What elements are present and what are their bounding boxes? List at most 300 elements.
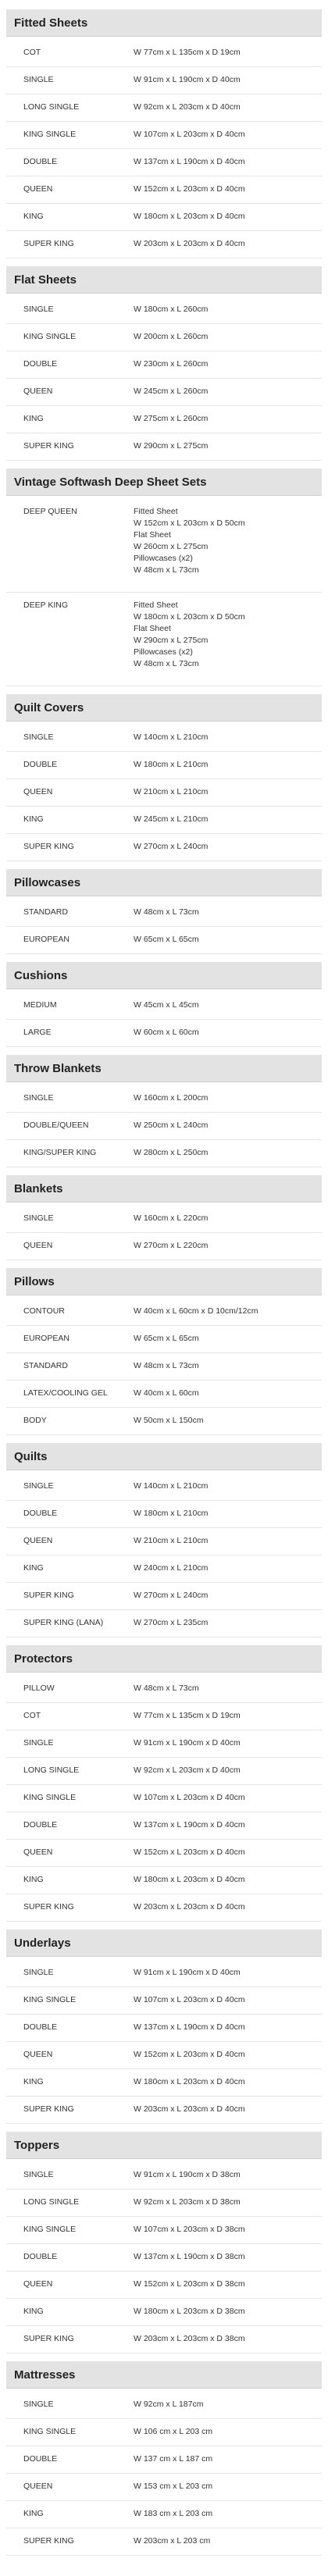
size-name: SINGLE bbox=[23, 1968, 54, 1977]
section-quilts bbox=[6, 1443, 322, 1637]
size-dimensions bbox=[134, 1901, 322, 1913]
size-dimensions bbox=[134, 814, 322, 825]
dimension-line: W 48cm x L 73cm bbox=[134, 1683, 199, 1693]
size-row bbox=[6, 433, 322, 461]
section-title: Vintage Softwash Deep Sheet Sets bbox=[6, 469, 322, 496]
size-dimensions bbox=[134, 786, 322, 798]
size-name: EUROPEAN bbox=[23, 1334, 70, 1343]
size-dimensions bbox=[134, 386, 322, 397]
size-row bbox=[6, 1085, 322, 1113]
size-dimensions bbox=[134, 211, 322, 223]
size-dimensions bbox=[134, 1535, 322, 1547]
size-name: KING SINGLE bbox=[23, 1793, 77, 1802]
size-row bbox=[6, 2042, 322, 2069]
size-row bbox=[6, 297, 322, 324]
size-dimensions bbox=[134, 2224, 322, 2236]
dimension-line: Flat Sheet bbox=[134, 624, 171, 633]
size-name: DOUBLE bbox=[23, 359, 58, 369]
size-dimensions bbox=[134, 1562, 322, 1574]
dimension-line: W 152cm x L 203cm x D 38cm bbox=[134, 2279, 245, 2289]
size-dimensions bbox=[134, 2399, 322, 2410]
size-row bbox=[6, 992, 322, 1020]
size-row bbox=[6, 149, 322, 176]
size-row bbox=[6, 927, 322, 954]
size-row bbox=[6, 900, 322, 927]
dimension-line: W 203cm x L 203cm x D 40cm bbox=[134, 2104, 245, 2114]
size-dimensions bbox=[134, 1213, 322, 1224]
size-dimensions bbox=[134, 331, 322, 343]
dimension-line: W 270cm x L 220cm bbox=[134, 1241, 209, 1250]
size-row bbox=[6, 1473, 322, 1501]
size-name: STANDARD bbox=[23, 1361, 68, 1370]
dimension-line: W 137cm x L 190cm x D 40cm bbox=[134, 2022, 245, 2032]
dimension-line: W 140cm x L 210cm bbox=[134, 1481, 209, 1491]
dimension-line: Fitted Sheet bbox=[134, 600, 178, 610]
size-name: SUPER KING bbox=[23, 441, 74, 451]
size-row bbox=[6, 1408, 322, 1435]
size-row bbox=[6, 351, 322, 379]
section-protectors bbox=[6, 1645, 322, 1922]
section-title: Throw Blankets bbox=[6, 1055, 322, 1082]
dimension-line: W 200cm x L 260cm bbox=[134, 332, 209, 341]
dimension-line: W 180cm x L 203cm x D 40cm bbox=[134, 212, 245, 221]
dimension-line: W 275cm x L 260cm bbox=[134, 414, 209, 423]
size-row bbox=[6, 499, 322, 593]
size-name: BODY bbox=[23, 1416, 47, 1425]
size-dimensions bbox=[134, 304, 322, 315]
size-name: KING bbox=[23, 212, 44, 221]
size-name: DOUBLE bbox=[23, 760, 58, 769]
size-name: SUPER KING bbox=[23, 2104, 74, 2114]
size-row bbox=[6, 1812, 322, 1840]
dimension-line: W 137cm x L 190cm x D 40cm bbox=[134, 157, 245, 166]
dimension-line: W 245cm x L 260cm bbox=[134, 387, 209, 396]
dimension-line: W 152cm x L 203cm x D 40cm bbox=[134, 1847, 245, 1857]
size-dimensions bbox=[134, 2508, 322, 2520]
size-name: KING bbox=[23, 1875, 44, 1884]
size-row bbox=[6, 231, 322, 258]
size-name: KING bbox=[23, 814, 44, 824]
size-row bbox=[6, 1381, 322, 1408]
size-row bbox=[6, 324, 322, 351]
size-row bbox=[6, 1703, 322, 1730]
size-dimensions bbox=[134, 1967, 322, 1979]
size-name: KING SINGLE bbox=[23, 2225, 77, 2234]
size-name: KING SINGLE bbox=[23, 130, 77, 139]
dimension-line: W 91cm x L 190cm x D 38cm bbox=[134, 2170, 241, 2179]
dimension-line: Flat Sheet bbox=[134, 530, 171, 540]
dimension-line: W 210cm x L 210cm bbox=[134, 787, 209, 796]
size-dimensions bbox=[134, 2453, 322, 2465]
section-title: Underlays bbox=[6, 1929, 322, 1957]
size-name: DOUBLE bbox=[23, 2252, 58, 2261]
size-row bbox=[6, 2015, 322, 2042]
section-vintage-softwash-deep-sheet-sets bbox=[6, 469, 322, 686]
size-row bbox=[6, 1113, 322, 1140]
size-row bbox=[6, 2097, 322, 2124]
size-name: DOUBLE bbox=[23, 1820, 58, 1830]
size-dimensions bbox=[134, 2169, 322, 2181]
size-dimensions bbox=[134, 1792, 322, 1804]
size-dimensions bbox=[134, 102, 322, 113]
section-pillows bbox=[6, 1268, 322, 1435]
size-dimensions bbox=[134, 47, 322, 59]
dimension-line: W 107cm x L 203cm x D 40cm bbox=[134, 130, 245, 139]
dimension-line: W 65cm x L 65cm bbox=[134, 935, 199, 944]
size-dimensions bbox=[134, 999, 322, 1011]
size-name: DOUBLE bbox=[23, 2454, 58, 2464]
dimension-line: W 203cm x L 203cm x D 40cm bbox=[134, 1902, 245, 1912]
dimension-line: W 203cm x L 203 cm bbox=[134, 2536, 211, 2546]
size-dimensions bbox=[134, 2076, 322, 2088]
dimension-line: W 45cm x L 45cm bbox=[134, 1000, 199, 1010]
size-name: DOUBLE/QUEEN bbox=[23, 1121, 89, 1130]
size-dimensions bbox=[134, 506, 322, 576]
dimension-line: W 91cm x L 190cm x D 40cm bbox=[134, 75, 241, 84]
dimension-line: W 152cm x L 203cm x D 40cm bbox=[134, 2050, 245, 2059]
size-name: PILLOW bbox=[23, 1683, 55, 1693]
size-row bbox=[6, 2392, 322, 2419]
size-row bbox=[6, 779, 322, 807]
size-dimensions bbox=[134, 2251, 322, 2263]
size-name: QUEEN bbox=[23, 787, 53, 796]
size-row bbox=[6, 1758, 322, 1785]
size-dimensions bbox=[134, 1508, 322, 1520]
dimension-line: W 180cm x L 260cm bbox=[134, 305, 209, 314]
size-dimensions bbox=[134, 238, 322, 250]
section-title: Protectors bbox=[6, 1645, 322, 1673]
size-row bbox=[6, 2299, 322, 2326]
size-dimensions bbox=[134, 1617, 322, 1629]
size-row bbox=[6, 2217, 322, 2244]
size-dimensions bbox=[134, 1092, 322, 1104]
size-name: MEDIUM bbox=[23, 1000, 57, 1010]
size-dimensions bbox=[134, 1333, 322, 1345]
size-dimensions bbox=[134, 1590, 322, 1602]
section-title: Fitted Sheets bbox=[6, 9, 322, 37]
dimension-line: W 203cm x L 203cm x D 40cm bbox=[134, 239, 245, 248]
size-name: QUEEN bbox=[23, 2050, 53, 2059]
section-toppers bbox=[6, 2132, 322, 2353]
dimension-line: W 48cm x L 73cm bbox=[134, 907, 199, 917]
section-title: Flat Sheets bbox=[6, 266, 322, 294]
size-name: QUEEN bbox=[23, 2482, 53, 2491]
size-row bbox=[6, 1785, 322, 1812]
size-dimensions bbox=[134, 841, 322, 853]
size-dimensions bbox=[134, 1683, 322, 1694]
size-dimensions bbox=[134, 1737, 322, 1749]
size-row bbox=[6, 1960, 322, 1987]
dimension-line: W 160cm x L 220cm bbox=[134, 1213, 209, 1223]
section-flat-sheets bbox=[6, 266, 322, 461]
dimension-line: W 180cm x L 203cm x D 50cm bbox=[134, 612, 245, 622]
dimension-line: W 245cm x L 210cm bbox=[134, 814, 209, 824]
size-name: LONG SINGLE bbox=[23, 1765, 80, 1775]
size-dimensions bbox=[134, 413, 322, 425]
dimension-line: W 270cm x L 240cm bbox=[134, 1591, 209, 1600]
size-name: SINGLE bbox=[23, 75, 54, 84]
size-row bbox=[6, 1140, 322, 1167]
size-name: DOUBLE bbox=[23, 157, 58, 166]
size-name: LONG SINGLE bbox=[23, 2197, 80, 2207]
size-name: SUPER KING bbox=[23, 239, 74, 248]
section-pillowcases bbox=[6, 869, 322, 954]
size-dimensions bbox=[134, 440, 322, 452]
size-dimensions bbox=[134, 600, 322, 670]
size-name: CONTOUR bbox=[23, 1306, 65, 1316]
size-row bbox=[6, 1501, 322, 1528]
dimension-line: W 152cm x L 203cm x D 50cm bbox=[134, 518, 245, 528]
dimension-line: W 40cm x L 60cm x D 10cm/12cm bbox=[134, 1306, 258, 1316]
section-mattresses bbox=[6, 2361, 322, 2556]
size-name: LONG SINGLE bbox=[23, 102, 80, 112]
size-dimensions bbox=[134, 1240, 322, 1252]
size-dimensions bbox=[134, 1480, 322, 1492]
size-dimensions bbox=[134, 1819, 322, 1831]
size-dimensions bbox=[134, 2333, 322, 2345]
size-name: SINGLE bbox=[23, 2170, 54, 2179]
size-dimensions bbox=[134, 2535, 322, 2547]
dimension-line: W 137cm x L 190cm x D 40cm bbox=[134, 1820, 245, 1830]
dimension-line: W 240cm x L 210cm bbox=[134, 1563, 209, 1573]
size-name: QUEEN bbox=[23, 2279, 53, 2289]
section-title: Pillows bbox=[6, 1268, 322, 1295]
size-row bbox=[6, 1840, 322, 1867]
size-name: SINGLE bbox=[23, 1093, 54, 1103]
size-row bbox=[6, 2271, 322, 2299]
dimension-line: W 137 cm x L 187 cm bbox=[134, 2454, 213, 2464]
size-row bbox=[6, 834, 322, 861]
size-row bbox=[6, 1894, 322, 1922]
size-dimensions bbox=[134, 1306, 322, 1317]
dimension-line: W 230cm x L 260cm bbox=[134, 359, 209, 369]
dimension-line: W 210cm x L 210cm bbox=[134, 1536, 209, 1545]
dimension-line: W 40cm x L 60cm bbox=[134, 1388, 199, 1398]
section-title: Mattresses bbox=[6, 2361, 322, 2389]
size-dimensions bbox=[134, 1710, 322, 1722]
size-name: SINGLE bbox=[23, 2400, 54, 2409]
size-dimensions bbox=[134, 2022, 322, 2033]
dimension-line: W 92cm x L 203cm x D 38cm bbox=[134, 2197, 241, 2207]
size-row bbox=[6, 1353, 322, 1381]
size-dimensions bbox=[134, 358, 322, 370]
size-name: DEEP QUEEN bbox=[23, 507, 77, 516]
dimension-line: W 107cm x L 203cm x D 40cm bbox=[134, 1995, 245, 2004]
size-dimensions bbox=[134, 2049, 322, 2061]
size-row bbox=[6, 1299, 322, 1326]
size-row bbox=[6, 406, 322, 433]
size-row bbox=[6, 1528, 322, 1555]
size-row bbox=[6, 593, 322, 686]
size-dimensions bbox=[134, 2278, 322, 2290]
section-title: Quilt Covers bbox=[6, 694, 322, 721]
size-dimensions bbox=[134, 1847, 322, 1858]
size-row bbox=[6, 752, 322, 779]
dimension-line: Pillowcases (x2) bbox=[134, 647, 193, 657]
dimension-line: W 137cm x L 190cm x D 38cm bbox=[134, 2252, 245, 2261]
size-row bbox=[6, 2474, 322, 2501]
dimension-line: Pillowcases (x2) bbox=[134, 554, 193, 563]
size-row bbox=[6, 40, 322, 67]
dimension-line: W 250cm x L 240cm bbox=[134, 1121, 209, 1130]
size-name: SUPER KING bbox=[23, 2536, 74, 2546]
dimension-line: W 153 cm x L 203 cm bbox=[134, 2482, 213, 2491]
size-dimensions bbox=[134, 1874, 322, 1886]
section-blankets bbox=[6, 1175, 322, 1260]
size-name: KING bbox=[23, 2509, 44, 2518]
size-name: LATEX/COOLING GEL bbox=[23, 1388, 108, 1398]
size-row bbox=[6, 176, 322, 204]
dimension-line: W 290cm x L 275cm bbox=[134, 441, 209, 451]
dimension-line: W 180cm x L 210cm bbox=[134, 760, 209, 769]
size-row bbox=[6, 1206, 322, 1233]
dimension-line: W 270cm x L 235cm bbox=[134, 1618, 209, 1627]
size-name: KING SINGLE bbox=[23, 2427, 77, 2436]
dimension-line: W 48cm x L 73cm bbox=[134, 659, 199, 668]
dimension-line: W 50cm x L 150cm bbox=[134, 1416, 204, 1425]
size-row bbox=[6, 379, 322, 406]
dimension-line: W 180cm x L 210cm bbox=[134, 1509, 209, 1518]
size-row bbox=[6, 2244, 322, 2271]
section-cushions bbox=[6, 962, 322, 1047]
size-name: QUEEN bbox=[23, 1241, 53, 1250]
size-dimensions bbox=[134, 183, 322, 195]
size-row bbox=[6, 2162, 322, 2189]
size-name: SINGLE bbox=[23, 1481, 54, 1491]
dimension-line: W 260cm x L 275cm bbox=[134, 542, 209, 551]
size-row bbox=[6, 1867, 322, 1894]
section-title: Pillowcases bbox=[6, 869, 322, 896]
section-title: Cushions bbox=[6, 962, 322, 989]
size-row bbox=[6, 725, 322, 752]
size-name: QUEEN bbox=[23, 1536, 53, 1545]
size-name: KING bbox=[23, 1563, 44, 1573]
size-row bbox=[6, 1233, 322, 1260]
size-name: SINGLE bbox=[23, 1213, 54, 1223]
size-row bbox=[6, 94, 322, 122]
size-dimensions bbox=[134, 1765, 322, 1776]
size-dimensions bbox=[134, 2306, 322, 2318]
size-row bbox=[6, 1020, 322, 1047]
size-row bbox=[6, 2446, 322, 2474]
section-throw-blankets bbox=[6, 1055, 322, 1167]
size-name: COT bbox=[23, 1711, 41, 1720]
dimension-line: W 152cm x L 203cm x D 40cm bbox=[134, 184, 245, 194]
dimension-line: W 160cm x L 200cm bbox=[134, 1093, 209, 1103]
dimension-line: W 203cm x L 203cm x D 38cm bbox=[134, 2334, 245, 2343]
dimension-line: W 48cm x L 73cm bbox=[134, 565, 199, 575]
size-row bbox=[6, 1676, 322, 1703]
size-name: KING bbox=[23, 414, 44, 423]
section-underlays bbox=[6, 1929, 322, 2124]
size-dimensions bbox=[134, 74, 322, 86]
size-name: KING SINGLE bbox=[23, 332, 77, 341]
size-name: LARGE bbox=[23, 1028, 52, 1037]
size-row bbox=[6, 122, 322, 149]
size-dimensions bbox=[134, 1360, 322, 1372]
size-dimensions bbox=[134, 1120, 322, 1131]
size-dimensions bbox=[134, 732, 322, 743]
size-dimensions bbox=[134, 1027, 322, 1039]
size-dimensions bbox=[134, 2197, 322, 2208]
size-dimensions bbox=[134, 2104, 322, 2115]
dimension-line: W 180cm x L 203cm x D 40cm bbox=[134, 1875, 245, 1884]
size-name: SUPER KING bbox=[23, 1902, 74, 1912]
size-dimensions bbox=[134, 129, 322, 141]
dimension-line: W 92cm x L 203cm x D 40cm bbox=[134, 1765, 241, 1775]
size-row bbox=[6, 1987, 322, 2015]
dimension-line: W 65cm x L 65cm bbox=[134, 1334, 199, 1343]
size-row bbox=[6, 1326, 322, 1353]
size-name: COT bbox=[23, 48, 41, 57]
size-name: SUPER KING bbox=[23, 842, 74, 851]
dimension-line: W 92cm x L 203cm x D 40cm bbox=[134, 102, 241, 112]
size-row bbox=[6, 1730, 322, 1758]
section-title: Blankets bbox=[6, 1175, 322, 1202]
size-dimensions bbox=[134, 2426, 322, 2438]
size-name: SUPER KING (LANA) bbox=[23, 1618, 104, 1627]
size-row bbox=[6, 2528, 322, 2556]
dimension-line: W 77cm x L 135cm x D 19cm bbox=[134, 1711, 241, 1720]
size-row bbox=[6, 2326, 322, 2353]
dimension-line: Fitted Sheet bbox=[134, 507, 178, 516]
size-name: QUEEN bbox=[23, 184, 53, 194]
size-dimensions bbox=[134, 1415, 322, 1427]
size-name: SINGLE bbox=[23, 732, 54, 742]
dimension-line: W 91cm x L 190cm x D 40cm bbox=[134, 1738, 241, 1748]
size-name: SINGLE bbox=[23, 305, 54, 314]
size-row bbox=[6, 2501, 322, 2528]
dimension-line: W 183 cm x L 203 cm bbox=[134, 2509, 213, 2518]
size-name: KING bbox=[23, 2077, 44, 2086]
dimension-line: W 180cm x L 203cm x D 40cm bbox=[134, 2077, 245, 2086]
dimension-line: W 77cm x L 135cm x D 19cm bbox=[134, 48, 241, 57]
dimension-line: W 106 cm x L 203 cm bbox=[134, 2427, 213, 2436]
size-row bbox=[6, 1583, 322, 1610]
dimension-line: W 107cm x L 203cm x D 38cm bbox=[134, 2225, 245, 2234]
size-name: DOUBLE bbox=[23, 2022, 58, 2032]
dimension-line: W 48cm x L 73cm bbox=[134, 1361, 199, 1370]
size-name: SUPER KING bbox=[23, 2334, 74, 2343]
size-row bbox=[6, 1555, 322, 1583]
size-row bbox=[6, 204, 322, 231]
dimension-line: W 180cm x L 203cm x D 38cm bbox=[134, 2307, 245, 2316]
size-row bbox=[6, 67, 322, 94]
size-name: SUPER KING bbox=[23, 1591, 74, 1600]
size-row bbox=[6, 807, 322, 834]
size-name: EUROPEAN bbox=[23, 935, 70, 944]
section-title: Toppers bbox=[6, 2132, 322, 2159]
size-name: KING/SUPER KING bbox=[23, 1148, 97, 1157]
size-row bbox=[6, 2189, 322, 2217]
size-row bbox=[6, 2419, 322, 2446]
size-name: SINGLE bbox=[23, 1738, 54, 1748]
dimension-line: W 140cm x L 210cm bbox=[134, 732, 209, 742]
size-name: STANDARD bbox=[23, 907, 68, 917]
size-row bbox=[6, 1610, 322, 1637]
size-name: QUEEN bbox=[23, 1847, 53, 1857]
dimension-line: W 270cm x L 240cm bbox=[134, 842, 209, 851]
section-quilt-covers bbox=[6, 694, 322, 861]
size-dimensions bbox=[134, 759, 322, 771]
size-dimensions bbox=[134, 156, 322, 168]
size-name: KING SINGLE bbox=[23, 1995, 77, 2004]
dimension-line: W 107cm x L 203cm x D 40cm bbox=[134, 1793, 245, 1802]
size-dimensions bbox=[134, 2481, 322, 2492]
dimension-line: W 91cm x L 190cm x D 40cm bbox=[134, 1968, 241, 1977]
size-name: KING bbox=[23, 2307, 44, 2316]
size-name: DOUBLE bbox=[23, 1509, 58, 1518]
